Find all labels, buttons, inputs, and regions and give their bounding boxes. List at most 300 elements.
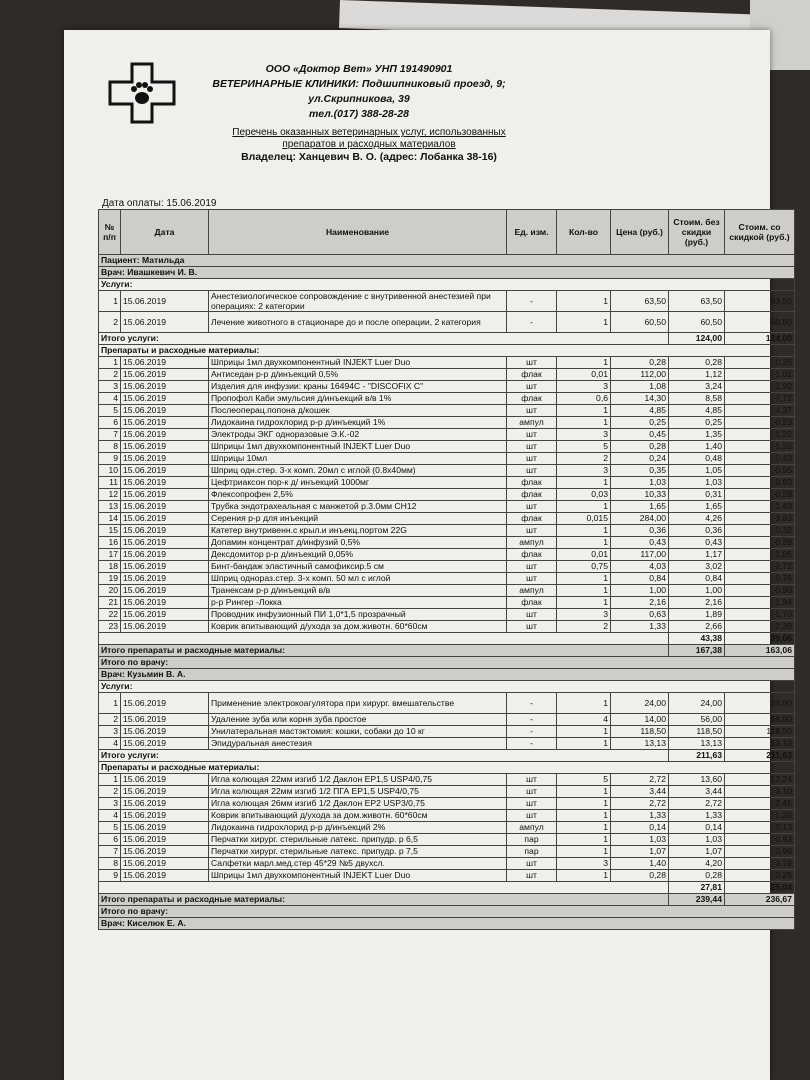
table-row	[99, 441, 795, 453]
cell-qty: 3	[557, 429, 611, 441]
clinic-line: ВЕТЕРИНАРНЫЕ КЛИНИКИ: Подшипниковый проезд, 9;	[212, 78, 506, 90]
cell-cost: 13,60	[669, 774, 725, 786]
cell-name: Применение электрокоагулятора при хирург. вмешательстве	[209, 693, 507, 714]
cell-qty: 1	[557, 726, 611, 738]
cell-cost: 0,43	[669, 537, 725, 549]
col-price: Цена (руб.)	[611, 210, 669, 255]
cell-price: 0,24	[611, 453, 669, 465]
services-table	[98, 209, 794, 930]
cell-unit: -	[507, 738, 557, 750]
cell-cost: 0,48	[669, 453, 725, 465]
table-row	[99, 597, 795, 609]
cell-n: 8	[99, 441, 121, 453]
cell-disc: 0,28	[725, 489, 795, 501]
col-unit: Ед. изм.	[507, 210, 557, 255]
cell-unit: -	[507, 291, 557, 312]
cell-price: 60,50	[611, 312, 669, 333]
cell-qty: 0,6	[557, 393, 611, 405]
cell-date: 15.06.2019	[121, 714, 209, 726]
cell-disc: 0,32	[725, 525, 795, 537]
cell-name: Лидокаина гидрохлорид р-р д/инъекций 2%	[209, 822, 507, 834]
table-row	[99, 465, 795, 477]
table-row	[99, 477, 795, 489]
cell-unit: флак	[507, 513, 557, 525]
cell-name: Салфетки марл.мед.стер 45*29 №5 двухсл.	[209, 858, 507, 870]
cell-price: 0,28	[611, 870, 669, 882]
col-disc: Стоим. со скидкой (руб.)	[725, 210, 795, 255]
cell-unit: флак	[507, 477, 557, 489]
table-row	[99, 609, 795, 621]
cell-qty: 5	[557, 774, 611, 786]
cell-n: 1	[99, 693, 121, 714]
cell-price: 2,72	[611, 798, 669, 810]
cell-unit: шт	[507, 774, 557, 786]
cell-price: 0,28	[611, 357, 669, 369]
cell-qty: 1	[557, 573, 611, 585]
cell-name: Цефтриаксон пор-к д/ инъекций 1000мг	[209, 477, 507, 489]
cell-unit: -	[507, 714, 557, 726]
cell-disc: 0,43	[725, 453, 795, 465]
cell-n: 9	[99, 870, 121, 882]
cell-qty: 1	[557, 786, 611, 798]
table-row	[99, 279, 795, 291]
cell-cost: 56,00	[669, 714, 725, 726]
cell-name: Шприцы 1мл двухкомпонентный INJEKT Luer Duo	[209, 357, 507, 369]
cell-qty: 3	[557, 609, 611, 621]
cell-cost: 4,85	[669, 405, 725, 417]
cell-name: Трубка эндотрахеальная с манжетой р.3.0мм СН12	[209, 501, 507, 513]
table-row	[99, 525, 795, 537]
cell-qty: 0,01	[557, 369, 611, 381]
cell-price: 13,13	[611, 738, 669, 750]
cell-n: 9	[99, 453, 121, 465]
table-row	[99, 645, 795, 657]
cell-name: Шприцы 1мл двухкомпонентный INJEKT Luer Duo	[209, 870, 507, 882]
cell-name: Антиседан р-р д/инъекций 0,5%	[209, 369, 507, 381]
cell-disc: 63,50	[725, 291, 795, 312]
cell-disc: 0,96	[725, 846, 795, 858]
cell-qty: 3	[557, 465, 611, 477]
cell-price: 2,16	[611, 597, 669, 609]
cell-name: Послеоперац.попона д/кошек	[209, 405, 507, 417]
total-label: Итого услуги:	[99, 333, 669, 345]
doctor-row: Врач: Кузьмин В. А.	[99, 669, 795, 681]
cell-qty: 3	[557, 381, 611, 393]
cell-price: 0,28	[611, 441, 669, 453]
doctor-total-row: Итого по врачу:	[99, 657, 795, 669]
cell-unit: шт	[507, 870, 557, 882]
cell-date: 15.06.2019	[121, 429, 209, 441]
cell-price: 0,63	[611, 609, 669, 621]
cell-qty: 1	[557, 834, 611, 846]
cell-cost: 0,31	[669, 489, 725, 501]
cell-disc: 24,00	[725, 693, 795, 714]
doctor-row: Врач: Киселюк Е. А.	[99, 918, 795, 930]
cell-unit: флак	[507, 489, 557, 501]
cell-cost: 3,24	[669, 381, 725, 393]
table-row	[99, 381, 795, 393]
patient-row: Пациент: Матильда	[99, 255, 795, 267]
cell-cost: 60,50	[669, 312, 725, 333]
cell-name: Эпидуральная анестезия	[209, 738, 507, 750]
cell-cost: 1,89	[669, 609, 725, 621]
cell-n: 19	[99, 573, 121, 585]
cell-qty: 1	[557, 357, 611, 369]
cell-cost: 8,58	[669, 393, 725, 405]
table-row	[99, 561, 795, 573]
cell-n: 11	[99, 477, 121, 489]
table-row	[99, 429, 795, 441]
cell-name: Изделия для инфузии: краны 16494C - "DISCOFIX C"	[209, 381, 507, 393]
cell-qty: 3	[557, 858, 611, 870]
table-row	[99, 357, 795, 369]
table-row	[99, 822, 795, 834]
cell-disc: 1,01	[725, 369, 795, 381]
cell-name: Электроды ЭКГ одноразовые Э.К.-02	[209, 429, 507, 441]
table-header-row	[99, 210, 795, 255]
cell-qty: 1	[557, 477, 611, 489]
cell-qty: 0,015	[557, 513, 611, 525]
cell-n: 8	[99, 858, 121, 870]
cell-n: 23	[99, 621, 121, 633]
cell-date: 15.06.2019	[121, 822, 209, 834]
table-row	[99, 657, 795, 669]
cell-date: 15.06.2019	[121, 834, 209, 846]
cell-cost: 1,03	[669, 477, 725, 489]
cell-cost: 1,65	[669, 501, 725, 513]
cell-disc: 0,95	[725, 465, 795, 477]
table-row	[99, 870, 795, 882]
cell-price: 1,33	[611, 621, 669, 633]
cell-cost: 13,13	[669, 738, 725, 750]
cell-qty: 1	[557, 822, 611, 834]
table-row	[99, 681, 795, 693]
cell-date: 15.06.2019	[121, 786, 209, 798]
cell-cost: 2,66	[669, 621, 725, 633]
cell-cost: 2,16	[669, 597, 725, 609]
cell-price: 0,45	[611, 429, 669, 441]
cell-price: 0,43	[611, 537, 669, 549]
cell-date: 15.06.2019	[121, 609, 209, 621]
cell-n: 6	[99, 417, 121, 429]
cell-date: 15.06.2019	[121, 477, 209, 489]
cell-disc: 0,13	[725, 822, 795, 834]
cell-cost: 1,00	[669, 585, 725, 597]
cell-date: 15.06.2019	[121, 738, 209, 750]
cell-name: Анестезиологическое сопровождение с внутривенной анестезией при операциях: 2 категории	[209, 291, 507, 312]
cell-cost: 1,35	[669, 429, 725, 441]
cell-n: 14	[99, 513, 121, 525]
cell-qty: 1	[557, 417, 611, 429]
cell-cost: 1,12	[669, 369, 725, 381]
cell-n: 2	[99, 714, 121, 726]
clinic-logo-icon	[108, 62, 176, 124]
cell-disc: 2,92	[725, 381, 795, 393]
cell-price: 0,36	[611, 525, 669, 537]
total-label: Итого услуги:	[99, 750, 669, 762]
table-body	[99, 255, 795, 930]
cell-name: Перчатки хирург. стерильные латекс. припудр. р 7,5	[209, 846, 507, 858]
cell-name: Унилатеральная мастэктомия: кошки, собаки до 10 кг	[209, 726, 507, 738]
cell-date: 15.06.2019	[121, 405, 209, 417]
cell-unit: шт	[507, 441, 557, 453]
cell-unit: флак	[507, 597, 557, 609]
cell-qty: 0,75	[557, 561, 611, 573]
cell-unit: шт	[507, 357, 557, 369]
cell-unit: пар	[507, 846, 557, 858]
table-row	[99, 513, 795, 525]
cell-name: Дексдомитор р-р д/инъекций 0,05%	[209, 549, 507, 561]
cell-n: 4	[99, 393, 121, 405]
cell-date: 15.06.2019	[121, 621, 209, 633]
cell-disc: 0,25	[725, 870, 795, 882]
cell-name: Проводник инфузионный ПИ 1,0*1,5 прозрачный	[209, 609, 507, 621]
cell-qty: 2	[557, 621, 611, 633]
title-line-2: препаратов и расходных материалов	[282, 139, 456, 150]
cell-date: 15.06.2019	[121, 585, 209, 597]
cell-qty: 1	[557, 846, 611, 858]
document-title	[214, 127, 524, 163]
cell-unit: -	[507, 693, 557, 714]
cell-price: 24,00	[611, 693, 669, 714]
materials-label-row: Препараты и расходные материалы:	[99, 762, 795, 774]
cell-qty: 0,03	[557, 489, 611, 501]
cell-name: Коврик впитывающий д/ухода за дом.животн. 60*60см	[209, 810, 507, 822]
table-row	[99, 573, 795, 585]
invoice-sheet	[64, 30, 792, 1080]
total-cost: 124,00	[669, 333, 725, 345]
cell-n: 3	[99, 798, 121, 810]
cell-date: 15.06.2019	[121, 846, 209, 858]
cell-cost: 4,26	[669, 513, 725, 525]
cell-price: 284,00	[611, 513, 669, 525]
cell-disc: 2,72	[725, 561, 795, 573]
cell-unit: шт	[507, 609, 557, 621]
cell-date: 15.06.2019	[121, 465, 209, 477]
cell-disc: 0,39	[725, 537, 795, 549]
cell-n: 13	[99, 501, 121, 513]
clinic-header	[194, 62, 524, 122]
table-row	[99, 489, 795, 501]
cell-n: 6	[99, 834, 121, 846]
col-date: Дата	[121, 210, 209, 255]
cell-qty: 1	[557, 405, 611, 417]
table-row	[99, 405, 795, 417]
cell-date: 15.06.2019	[121, 513, 209, 525]
table-row	[99, 906, 795, 918]
table-row	[99, 333, 795, 345]
cell-price: 118,50	[611, 726, 669, 738]
cell-n: 2	[99, 786, 121, 798]
cell-price: 1,03	[611, 834, 669, 846]
company-line: ООО «Доктор Вет» УНП 191490901	[265, 63, 453, 75]
services-grid	[98, 209, 795, 930]
cell-n: 21	[99, 597, 121, 609]
cell-qty: 0,01	[557, 549, 611, 561]
cell-price: 1,65	[611, 501, 669, 513]
cell-disc: 7,72	[725, 393, 795, 405]
table-row	[99, 453, 795, 465]
cell-price: 117,00	[611, 549, 669, 561]
cell-n: 1	[99, 774, 121, 786]
cell-unit: флак	[507, 549, 557, 561]
cell-disc: 1,26	[725, 441, 795, 453]
cell-qty: 1	[557, 693, 611, 714]
owner-line: Владелец: Ханцевич В. О. (адрес: Лобанка 38-16)	[241, 151, 497, 163]
cell-disc: 60,50	[725, 312, 795, 333]
table-row	[99, 726, 795, 738]
col-qty: Кол-во	[557, 210, 611, 255]
cell-n: 20	[99, 585, 121, 597]
cell-n: 3	[99, 381, 121, 393]
table-row	[99, 918, 795, 930]
table-row	[99, 393, 795, 405]
cell-name: Лечение животного в стационаре до и после операции, 2 категория	[209, 312, 507, 333]
doctor-row: Врач: Ивашкевич И. В.	[99, 267, 795, 279]
cell-disc: 1,49	[725, 501, 795, 513]
cell-unit: шт	[507, 810, 557, 822]
cell-date: 15.06.2019	[121, 573, 209, 585]
cell-date: 15.06.2019	[121, 501, 209, 513]
cell-cost: 0,28	[669, 870, 725, 882]
cell-unit: шт	[507, 573, 557, 585]
cell-date: 15.06.2019	[121, 417, 209, 429]
cell-n: 10	[99, 465, 121, 477]
cell-qty: 2	[557, 453, 611, 465]
cell-disc: 1,20	[725, 810, 795, 822]
cell-name: Транексам р-р д/инъекций в/в	[209, 585, 507, 597]
cell-price: 112,00	[611, 369, 669, 381]
table-row	[99, 369, 795, 381]
cell-name: Допамин концентрат д/инфузий 0,5%	[209, 537, 507, 549]
cell-name: Серения р-р для инъекций	[209, 513, 507, 525]
cell-unit: ампул	[507, 585, 557, 597]
cell-cost: 0,28	[669, 357, 725, 369]
cell-date: 15.06.2019	[121, 291, 209, 312]
cell-n: 7	[99, 429, 121, 441]
cell-cost: 0,84	[669, 573, 725, 585]
cell-name: Бинт-бандаж эластичный самофиксир.5 см	[209, 561, 507, 573]
cell-price: 3,44	[611, 786, 669, 798]
cell-unit: флак	[507, 393, 557, 405]
total-cost: 211,63	[669, 750, 725, 762]
cell-disc: 0,93	[725, 477, 795, 489]
cell-unit: ампул	[507, 537, 557, 549]
cell-unit: -	[507, 312, 557, 333]
table-row	[99, 417, 795, 429]
cell-cost: 0,36	[669, 525, 725, 537]
cell-n: 4	[99, 810, 121, 822]
table-row	[99, 549, 795, 561]
cell-qty: 1	[557, 501, 611, 513]
cell-date: 15.06.2019	[121, 393, 209, 405]
cell-n: 16	[99, 537, 121, 549]
cell-price: 14,00	[611, 714, 669, 726]
cell-price: 0,25	[611, 417, 669, 429]
cell-qty: 1	[557, 585, 611, 597]
cell-price: 1,40	[611, 858, 669, 870]
cell-price: 1,00	[611, 585, 669, 597]
cell-cost: 0,14	[669, 822, 725, 834]
cell-date: 15.06.2019	[121, 453, 209, 465]
cell-cost: 1,05	[669, 465, 725, 477]
col-num: № п/п	[99, 210, 121, 255]
cell-unit: ампул	[507, 417, 557, 429]
cell-n: 7	[99, 846, 121, 858]
cell-price: 2,72	[611, 774, 669, 786]
cell-date: 15.06.2019	[121, 369, 209, 381]
table-row	[99, 894, 795, 906]
cell-price: 10,33	[611, 489, 669, 501]
cell-date: 15.06.2019	[121, 537, 209, 549]
cell-qty: 1	[557, 525, 611, 537]
cell-cost: 3,44	[669, 786, 725, 798]
table-row	[99, 669, 795, 681]
total-disc: 211,63	[725, 750, 795, 762]
cell-cost: 1,17	[669, 549, 725, 561]
cell-cost: 1,33	[669, 810, 725, 822]
cell-cost: 1,03	[669, 834, 725, 846]
cell-disc: 3,10	[725, 786, 795, 798]
cell-name: Удаление зуба или корня зуба простое	[209, 714, 507, 726]
cell-unit: шт	[507, 798, 557, 810]
cell-n: 5	[99, 405, 121, 417]
cell-cost: 1,07	[669, 846, 725, 858]
cell-cost: 0,25	[669, 417, 725, 429]
phone-line: тел.(017) 388-28-28	[309, 108, 409, 120]
cell-disc: 1,70	[725, 609, 795, 621]
cell-unit: шт	[507, 858, 557, 870]
cell-date: 15.06.2019	[121, 798, 209, 810]
cell-n: 2	[99, 369, 121, 381]
cell-disc: 2,39	[725, 621, 795, 633]
doctor-total-row: Итого по врачу:	[99, 906, 795, 918]
cell-n: 12	[99, 489, 121, 501]
cell-disc: 1,94	[725, 597, 795, 609]
table-row	[99, 786, 795, 798]
table-row	[99, 738, 795, 750]
cell-qty: 1	[557, 810, 611, 822]
cell-name: Флексопрофен 2,5%	[209, 489, 507, 501]
cell-name: Катетер внутривенн.с крыл.и инъекц.портом 22G	[209, 525, 507, 537]
cell-name: Шприц одн.стер. 3-х комп. 20мл с иглой (0.8х40мм)	[209, 465, 507, 477]
cell-n: 5	[99, 822, 121, 834]
cell-disc: 56,00	[725, 714, 795, 726]
cell-n: 17	[99, 549, 121, 561]
cell-name: р-р Рингер -Локка	[209, 597, 507, 609]
cell-price: 0,14	[611, 822, 669, 834]
subtotal-spacer	[99, 633, 669, 645]
cell-date: 15.06.2019	[121, 726, 209, 738]
cell-disc: 12,24	[725, 774, 795, 786]
cell-price: 1,08	[611, 381, 669, 393]
cell-unit: шт	[507, 453, 557, 465]
subtotal-cost: 43,38	[669, 633, 725, 645]
cell-date: 15.06.2019	[121, 549, 209, 561]
cell-date: 15.06.2019	[121, 561, 209, 573]
cell-disc: 0,25	[725, 357, 795, 369]
subtotal-cost: 27,81	[669, 882, 725, 894]
cell-date: 15.06.2019	[121, 441, 209, 453]
cell-price: 4,03	[611, 561, 669, 573]
cell-cost: 118,50	[669, 726, 725, 738]
table-row	[99, 345, 795, 357]
cell-name: Перчатки хирург. стерильные латекс. припудр. р 6,5	[209, 834, 507, 846]
subtotal-disc: 25,04	[725, 882, 795, 894]
cell-date: 15.06.2019	[121, 858, 209, 870]
cell-unit: шт	[507, 405, 557, 417]
table-row	[99, 858, 795, 870]
